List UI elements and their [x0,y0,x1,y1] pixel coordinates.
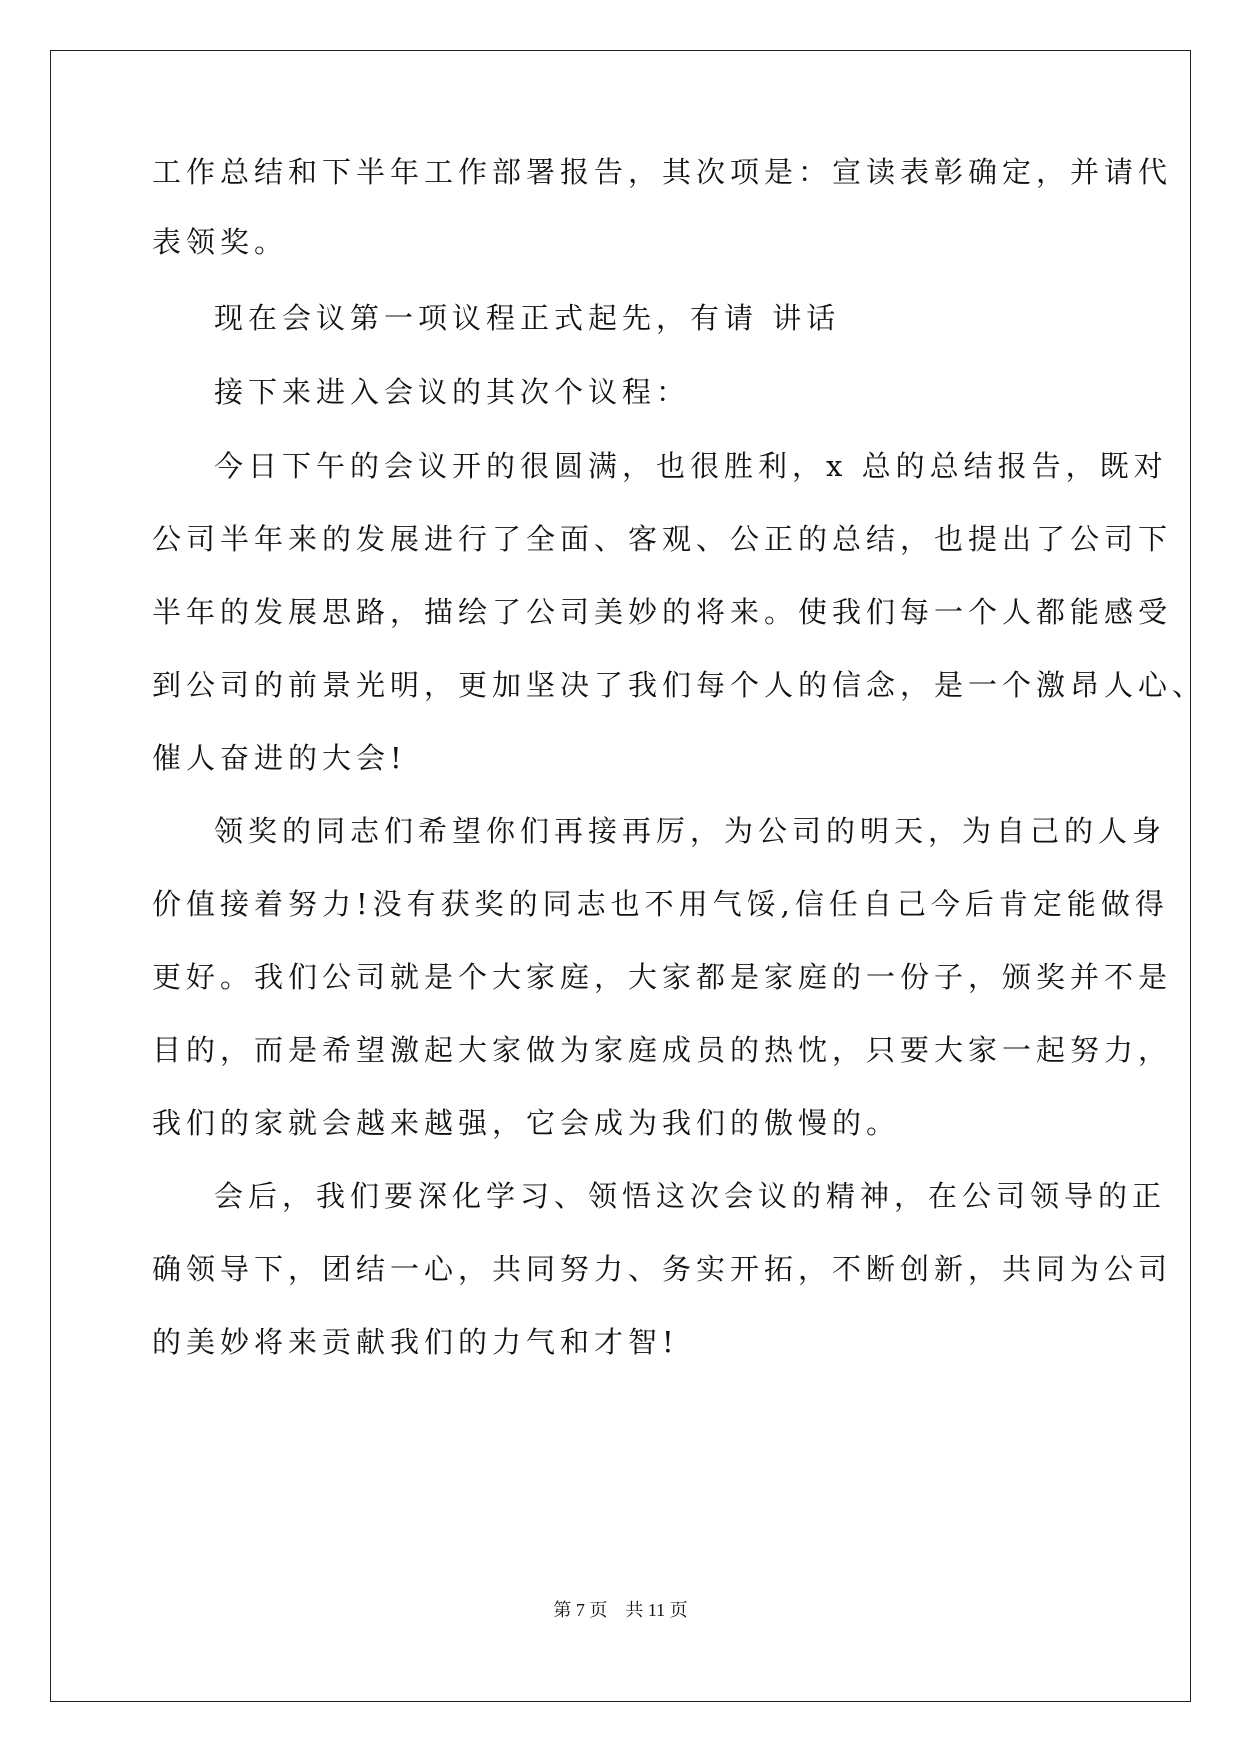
paragraph-6-line-2: 确领导下，团结一心，共同努力、务实开拓，不断创新，共同为公司 [152,1252,1173,1286]
paragraph-5-line-1: 领奖的同志们希望你们再接再厉，为公司的明天，为自己的人身 [214,814,1167,848]
paragraph-4-line-1: 今日下午的会议开的很圆满，也很胜利，x 总的总结报告，既对 [214,449,1168,483]
paragraph-6-line-1: 会后，我们要深化学习、领悟这次会议的精神，在公司领导的正 [214,1179,1167,1213]
paragraph-3-line-1: 接下来进入会议的其次个议程： [214,375,691,409]
page-number-footer: 第 7 页 共 11 页 [553,1600,688,1620]
paragraph-4-line-2: 公司半年来的发展进行了全面、客观、公正的总结，也提出了公司下 [152,522,1173,556]
paragraph-4-line-3: 半年的发展思路，描绘了公司美妙的将来。使我们每一个人都能感受 [152,595,1173,629]
paragraph-5-line-4: 目的，而是希望激起大家做为家庭成员的热忱，只要大家一起努力， [152,1033,1173,1067]
paragraph-5-line-2: 价值接着努力!没有获奖的同志也不用气馁,信任自己今后肯定能做得 [152,887,1169,921]
paragraph-4-line-4: 到公司的前景光明，更加坚决了我们每个人的信念，是一个激昂人心、 [152,668,1207,702]
paragraph-4-line-5: 催人奋进的大会! [152,741,407,775]
paragraph-5-line-5: 我们的家就会越来越强，它会成为我们的傲慢的。 [152,1106,901,1140]
paragraph-1-line-2: 表领奖。 [152,225,289,259]
paragraph-5-line-3: 更好。我们公司就是个大家庭，大家都是家庭的一份子，颁奖并不是 [152,960,1173,994]
paragraph-6-line-3: 的美妙将来贡献我们的力气和才智! [152,1325,679,1359]
paragraph-1-line-1: 工作总结和下半年工作部署报告，其次项是：宣读表彰确定，并请代 [152,155,1173,189]
paragraph-2-line-1: 现在会议第一项议程正式起先，有请 讲话 [214,301,841,335]
